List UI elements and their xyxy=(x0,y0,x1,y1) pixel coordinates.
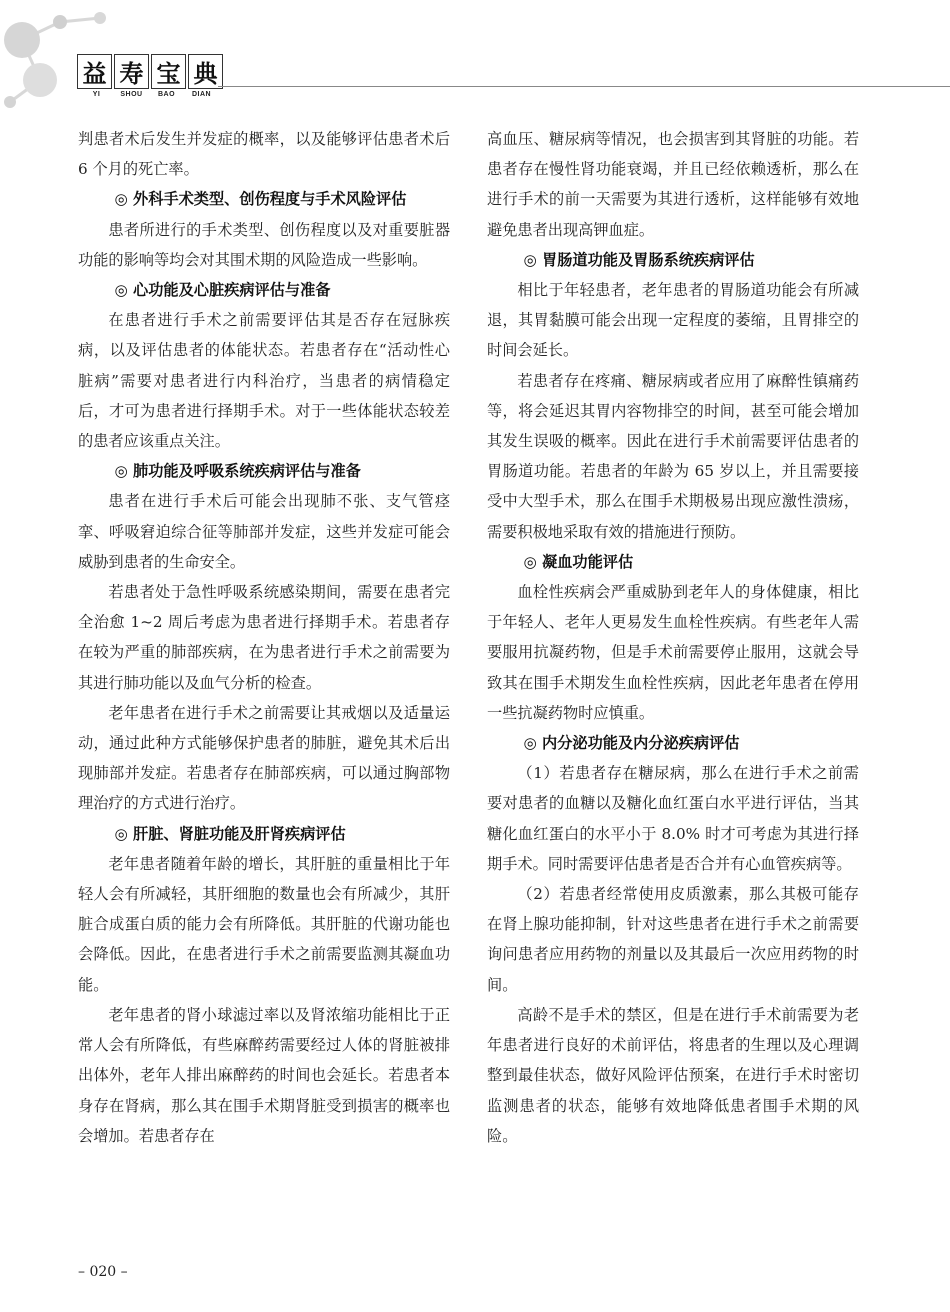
body-paragraph: 患者所进行的手术类型、创伤程度以及对重要脏器功能的影响等均会对其围术期的风险造成一些影响。 xyxy=(78,220,450,269)
body-paragraph: 若患者处于急性呼吸系统感染期间，需要在患者完全治愈 1~2 周后考虑为患者进行择期手术。若患者存在较为严重的肺部疾病，在为患者进行手术之前需要为其进行肺功能以及血气分析的检查。 xyxy=(78,583,450,692)
body-paragraph: 老年患者的肾小球滤过率以及肾浓缩功能相比于正常人会有所降低，有些麻醉药需要经过人体的肾脏被排出体外，老年人排出麻醉药的时间也会延长。若患者本身存在肾病，那么其在围手术期肾脏受到损害的概率也会增加。若患者存在 xyxy=(78,1005,450,1145)
title-char: 典 xyxy=(188,54,223,89)
body-paragraph: 相比于年轻患者，老年患者的胃肠道功能会有所减退，其胃黏膜可能会出现一定程度的萎缩，且胃排空的时间会延长。 xyxy=(487,281,859,360)
body-paragraph: 在患者进行手术之前需要评估其是否存在冠脉疾病，以及评估患者的体能状态。若患者存在“活动性心脏病”需要对患者进行内科治疗，当患者的病情稳定后，才可为患者进行择期手术。对于一些体能状态较差的患者应该重点关注。 xyxy=(78,311,450,451)
section-heading: ◎ 肝脏、肾脏功能及肝肾疾病评估 xyxy=(114,824,346,843)
right-column xyxy=(487,124,859,1151)
pinyin-syllable: SHOU xyxy=(120,91,143,98)
section-heading: ◎ 凝血功能评估 xyxy=(523,552,634,571)
title-pinyin xyxy=(79,91,219,98)
body-paragraph: 高龄不是手术的禁区，但是在进行手术前需要为老年患者进行良好的术前评估，将患者的生理以及心理调整到最佳状态，做好风险评估预案，在进行手术时密切监测患者的状态，能够有效地降低患者围手术期的风险。 xyxy=(487,1005,859,1145)
body-paragraph: （1）若患者存在糖尿病，那么在进行手术之前需要对患者的血糖以及糖化血红蛋白水平进行评估，当其糖化血红蛋白的水平小于 8.0% 时才可考虑为其进行择期手术。同时需要评估患者是否合并有心血管疾病等。 xyxy=(487,764,859,873)
section-heading: ◎ 肺功能及呼吸系统疾病评估与准备 xyxy=(114,462,361,481)
title-char: 宝 xyxy=(151,54,186,89)
body-paragraph: 血栓性疾病会严重威胁到老年人的身体健康，相比于年轻人、老年人更易发生血栓性疾病。有些老年人需要服用抗凝药物，但是手术前需要停止服用，这就会导致其在围手术期发生血栓性疾病，因此老年患者在停用一些抗凝药物时应慎重。 xyxy=(487,583,859,722)
header-rule xyxy=(218,86,950,87)
left-column xyxy=(78,124,450,1151)
pinyin-syllable: DIAN xyxy=(191,91,212,98)
body-paragraph: 患者在进行手术后可能会出现肺不张、支气管痉挛、呼吸窘迫综合征等肺部并发症，这些并发症可能会威胁到患者的生命安全。 xyxy=(78,492,450,571)
body-paragraph: 老年患者在进行手术之前需要让其戒烟以及适量运动，通过此种方式能够保护患者的肺脏，避免其术后出现肺部并发症。若患者存在肺部疾病，可以通过胸部物理治疗的方式进行治疗。 xyxy=(78,703,450,813)
section-heading: ◎ 外科手术类型、创伤程度与手术风险评估 xyxy=(114,190,407,209)
section-heading: ◎ 心功能及心脏疾病评估与准备 xyxy=(114,281,331,300)
section-heading: ◎ 胃肠道功能及胃肠系统疾病评估 xyxy=(523,250,755,269)
body-paragraph: 若患者存在疼痛、糖尿病或者应用了麻醉性镇痛药等，将会延迟其胃内容物排空的时间，甚至可能会增加其发生误吸的概率。因此在进行手术前需要评估患者的胃肠道功能。若患者的年龄为 65 岁以上，并且需要接受中大型手术，那么在围手术期极易出现应激性溃疡，需要积极地采取有效的措施进行预防。 xyxy=(487,371,859,541)
body-paragraph: 判患者术后发生并发症的概率，以及能够评估患者术后 6 个月的死亡率。 xyxy=(78,130,450,179)
magazine-title xyxy=(77,54,223,89)
body-paragraph: 老年患者随着年龄的增长，其肝脏的重量相比于年轻人会有所减轻，其肝细胞的数量也会有所减少，其肝脏合成蛋白质的能力会有所降低。其肝脏的代谢功能也会降低。因此，在患者进行手术之前需要监测其凝血功能。 xyxy=(78,854,450,994)
body-paragraph: （2）若患者经常使用皮质激素，那么其极可能存在肾上腺功能抑制，针对这些患者在进行手术之前需要询问患者应用药物的剂量以及其最后一次应用药物的时间。 xyxy=(487,885,859,994)
title-char: 寿 xyxy=(114,54,149,89)
title-char: 益 xyxy=(77,54,112,89)
pinyin-syllable: YI xyxy=(92,91,101,98)
pinyin-syllable: BAO xyxy=(157,91,176,98)
page-number: – 020 – xyxy=(78,1264,128,1280)
body-paragraph: 高血压、糖尿病等情况，也会损害到其肾脏的功能。若患者存在慢性肾功能衰竭，并且已经依赖透析，那么在进行手术的前一天需要为其进行透析，这样能够有效地避免患者出现高钾血症。 xyxy=(487,130,859,239)
section-heading: ◎ 内分泌功能及内分泌疾病评估 xyxy=(523,734,740,753)
